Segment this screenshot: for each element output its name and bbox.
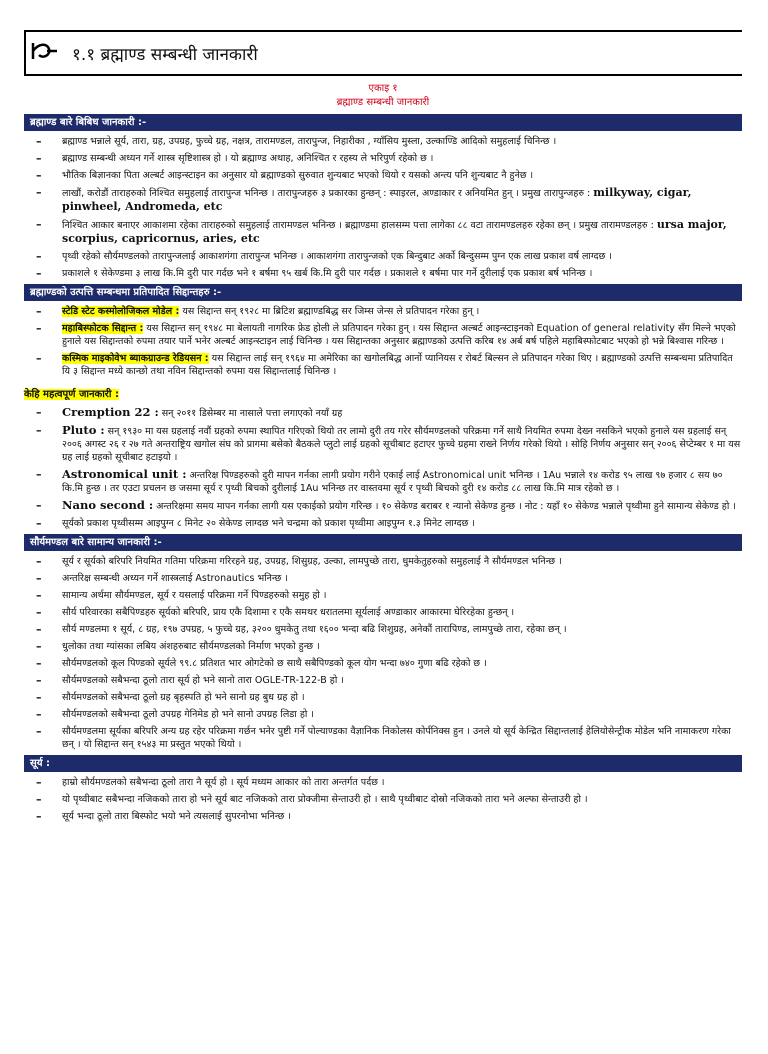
section-origin-theories: ब्रह्माण्डको उत्पत्ति सम्बन्धमा प्रतिपादित सिद्दान्तहरु :- — [24, 284, 742, 301]
list-item: – Cremption 22 : सन् २०११ डिसेम्बर मा नासाले पत्ता लगाएको नयाँ ग्रह — [36, 405, 343, 419]
list-item: – प्रकाशले १ सेकेण्डमा ३ लाख कि.मि दुरी पार गर्दछ भने १ बर्षमा ९५ खर्ब कि.मि दुरी पार गर्दछ । प्रकाशले १ बर्षमा पार गर्ने दुरीलाई एक प्रकाश बर्ष भनिन्छ । — [36, 267, 593, 280]
section-sun: सूर्य : — [24, 755, 742, 772]
page-header — [24, 30, 742, 76]
list-item: – यो पृथ्वीबाट सबैभन्दा नजिकको तारा हो भने सूर्य बाट नजिकको तारा प्रोक्जीमा सेन्ताउरी हो । साथै पृथ्वीबाट दोस्रो नजिकको तारा भने अल्फा सेन्ताउरी हो । — [36, 793, 588, 806]
section-important-info: केहि महत्वपूर्ण जानकारी : — [24, 389, 119, 400]
solar-system-list — [24, 555, 742, 751]
document-page — [0, 30, 768, 1054]
list-item: – लाखौं, करोडौं ताराहरुको निश्चित समुहलाई तारापुन्ज भनिन्छ । तारापुन्जहरु ३ प्रकारका हुन्छन् : स्पाइरल, अण्डाकार र अनियमित हुन् । प्रमुख तारापुन्जहरु : milkyway, cigar, pinwheel, Andromeda, etc — [36, 186, 692, 213]
galaxy-names: milkyway, cigar, pinwheel, Andromeda, etc — [62, 186, 692, 213]
logo-icon — [26, 34, 62, 72]
list-item: – Nano second : अन्तरिक्षमा समय मापन गर्नका लागी यस एकाईको प्रयोग गरिन्छ । १० सेकेण्ड बराबर १ न्यानो सेकेण्ड हुन्छ । नोट : यहाँ १० सेकेण्ड भन्नाले पृथ्वीमा हुने सामान्य सेकेण्ड हो । — [36, 498, 736, 512]
section-universe-info: ब्रह्माण्ड बारे बिबिध जानकारी :- — [24, 114, 742, 131]
list-item: – स्टेडि स्टेट कस्मोलोजिकल मोडेल : यस सिद्दान्त सन् १९२८ मा ब्रिटिश ब्रह्माण्डबिद्ध सर जिम्स जेन्स ले प्रतिपादन गरेका हुन् । — [36, 305, 480, 318]
list-item: – Astronomical unit : अन्तरिक्ष पिण्डहरुको दुरी मापन गर्नका लागी प्रयोग गरीने एकाई लाई Astronomical unit भनिन्छ । 1Au भन्नाले १४ करोड ९५ लाख ९७ हजार ८ सय ७० कि.मि हुन्छ । तर एउटा प्रचलन छ जसमा सूर्य र पृथ्वी बिचको दुरीलाई 1Au भनिन्छ तर वास्तवमा सूर्य र पृथ्वी बिचको दुरी १४ करोड ८८ लाख कि.मि मात्र रहेको छ । — [36, 467, 723, 494]
sun-list — [24, 776, 742, 823]
section-solar-system: सौर्यमण्डल बारे सामान्य जानकारी :- — [24, 534, 742, 551]
list-item: – सौर्यमण्डलको कूल पिण्डको सूर्यले ९९.८ प्रतिशत भार ओगटेको छ साथै सबैपिण्डको कूल योग भन्दा ७४० गुणा बढि रहेको छ । — [36, 657, 487, 670]
list-item: – सूर्य भन्दा ठूलो तारा बिस्फोट भयो भने त्यसलाई सुपरनोभा भनिन्छ । — [36, 810, 291, 823]
list-item: – सौर्यमण्डलको सबैभन्दा ठूलो उपग्रह गेनिमेड हो भने सानो उपग्रह लिडा हो । — [36, 708, 314, 721]
list-item: – Pluto : सन् १९३० मा यस ग्रहलाई नवौं ग्रहको रुपमा स्थापित गरिएको थियो तर लामो दुरी तय गरेर सौर्यमण्डलको परिक्रमा गर्ने साथै नियमित रुपमा देख्न नसकिने भएको हुनाले यस ग्रहलाई सन् २००६ अगस्ट २६ र २७ गते अन्तराष्ट्रिय खगोल संघ को प्रागमा बसेको बैठकले प्लुटो लाई ग्रहको सूचीबाट हटाएर फुच्चे ग्रहमा राख्ने निर्णय गरेको थियो । सोहि निर्णय अनुसार सन् २००६ सेप्टेम्बर १ मा यस ग्रह लाई ग्रहको सूचीबाट हटाइयो । — [36, 423, 741, 463]
unit-title: ब्रह्माण्ड सम्बन्धी जानकारी — [336, 97, 430, 108]
theories-list — [24, 305, 742, 378]
page-title: १.१ ब्रह्माण्ड सम्बन्धी जानकारी — [72, 44, 258, 65]
list-item: – महाबिस्फोटक सिद्दान्त : यस सिद्दान्त सन् १९४८ मा बेलायती नागरिक फ्रेड होली ले प्रतिपादन गरेका हुन् । यस सिद्दान्त अल्बर्ट आइन्स्टाइनको Equation of general relativity सँग मिल्ने भएको हुनाले यस सिद्दान्तको रुपमा तयार पार्ने भनेर अल्बर्ट आइन्स्टाइन लाई चिनिन्छ । यस सिद्दान्तका अनुसार ब्रह्माण्डको उत्पत्ति करिब १४ अर्ब बर्ष पहिले महाबिस्फोटबाट भएको हो भन्ने बिश्वास गरिन्छ । — [36, 322, 736, 347]
list-item: – सौर्य परिवारका सबैपिण्डहरु सूर्यको बरिपरि, प्राय एकै दिशामा र एकै समथर धरातलमा सूर्यलाई अण्डाकार आकारमा घेरिरहेका हुन्छन् । — [36, 606, 515, 619]
list-item: – कस्मिक माइकोवेभ ब्याकग्राउन्ड रेडियसन : यस सिद्दान्त लाई सन् १९६४ मा अमेरिका का खगोलबिद्ध आर्नो प्यानियस र रोबर्ट बिल्सन ले प्रतिपादन गरेका थिए । ब्रह्माण्डको उत्पत्ति सम्बन्धमा प्रतिपादित यि ३ सिद्दान्त मध्ये कान्छो तथा नविन सिद्दान्तको रुपमा यस सिद्दान्तलाई चिनिन्छ । — [36, 352, 733, 377]
list-item: – सामान्य अर्थमा सौर्यमण्डल, सूर्य र यसलाई परिक्रमा गर्ने पिण्डहरुको समुह हो । — [36, 589, 327, 602]
unit-heading — [24, 82, 742, 110]
list-item: – ब्रह्माण्ड भन्नाले सूर्य, तारा, ग्रह, उपग्रह, फुच्चे ग्रह, नक्षत्र, तारामण्डल, तारापुन्ज, निहारीका , ग्याँसिय मुस्ला, उल्काण्डि आदिको समुहलाई चिनिन्छ । — [36, 135, 557, 148]
important-info-list — [24, 406, 742, 530]
list-item: – धुलोका तथा ग्यांसका लबिय अंशहरुबाट सौर्यमण्डलको निर्माण भएको हुन्छ । — [36, 640, 320, 653]
list-item: – अन्तरिक्ष सम्बन्धी अध्यन गर्ने शास्त्रलाई Astronautics भनिन्छ । — [36, 572, 288, 585]
list-item: – सौर्य मण्डलमा १ सूर्य, ८ ग्रह, १९७ उपग्रह, ५ फुच्चे ग्रह, ३२०० धुमकेतु तथा १६०० भन्दा बढि शिशुग्रह, अनेकौं तारापिण्ड, लामपुच्छे तारा, रहेका छन् । — [36, 623, 567, 636]
list-item: – भौतिक बिज्ञानका पिता अल्बर्ट आइन्स्टाइन का अनुसार यो ब्रह्माण्डको सुरुवात शुन्यबाट भएको थियो र यसको अन्त्य पनि शुन्यबाट नै हुनेछ । — [36, 169, 534, 182]
list-item: – सौर्यमण्डलमा सूर्यका बरिपरि अन्य ग्रह रहेर परिक्रमा गर्छन भनेर पुष्टी गर्ने पोल्याण्डका वैज्ञानिक निकोलस कोर्पनिक्स हुन । उनले यो सूर्य केन्द्रित सिद्दान्तलाई हेलियोसेन्ट्रीक मोडेल भनि नामाकरण गरेका छन् । यो सिद्दान्त सन् १५४३ मा प्रस्तुत भएको थियो । — [36, 725, 731, 750]
list-item: – सौर्यमण्डलको सबैभन्दा ठूलो तारा सूर्य हो भने सानो तारा OGLE-TR-122-B हो । — [36, 674, 344, 687]
list-item: – सूर्य र सूर्यको बरिपरि नियमित गतिमा परिक्रमा गरिरहने ग्रह, उपग्रह, शिसुग्रह, उल्का, लामपुच्छे तारा, धुमकेतुहरुको समुहलाई नै सौर्यमण्डल भनिन्छ । — [36, 555, 562, 568]
list-item: – पृथ्वी रहेको सौर्यमण्डलको तारापुन्जलाई आकाशगंगा तारापुन्ज भनिन्छ । आकाशगंगा तारापुन्जको एक बिन्दुबाट अर्को बिन्दुसम्म पुग्न एक लाख प्रकाश वर्ष लाग्दछ । — [36, 250, 612, 263]
constellation-names: ursa major, scorpius, capricornus, aries, etc — [62, 218, 727, 245]
list-item: – ब्रह्माण्ड सम्बन्धी अध्यन गर्ने शास्त्र सृष्टिशास्त्र हो । यो ब्रह्माण्ड अथाह, अनिश्चित र रहस्य ले भरिपुर्ण रहेको छ । — [36, 152, 434, 165]
list-item: – सौर्यमण्डलको सबैभन्दा ठूलो ग्रह बृहस्पति हो भने सानो ग्रह बुध ग्रह हो । — [36, 691, 305, 704]
unit-number: एकाइ १ — [368, 83, 398, 94]
universe-info-list — [24, 135, 742, 280]
list-item: – हाम्रो सौर्यमण्डलको सबैभन्दा ठूलो तारा नै सूर्य हो । सूर्य मध्यम आकार को तारा अन्तर्गत पर्दछ । — [36, 776, 385, 789]
list-item: – सूर्यको प्रकाश पृथ्वीसम्म आइपुग्न ८ मिनेट २० सेकेण्ड लाग्दछ भने चन्द्रमा को प्रकाश पृथ्वीमा आइपुग्न १.३ मिनेट लाग्दछ । — [36, 517, 475, 530]
list-item: – निश्चित आकार बनाएर आकाशमा रहेका ताराहरुको समुहलाई तारामण्डल भनिन्छ । ब्रह्माण्डमा हालसम्म पत्ता लागेका ८८ वटा तारामण्डलहरु रहेका छन् । प्रमुख तारामण्डलहरु : ursa major, scorpius, capricornus, aries, etc — [36, 218, 727, 245]
